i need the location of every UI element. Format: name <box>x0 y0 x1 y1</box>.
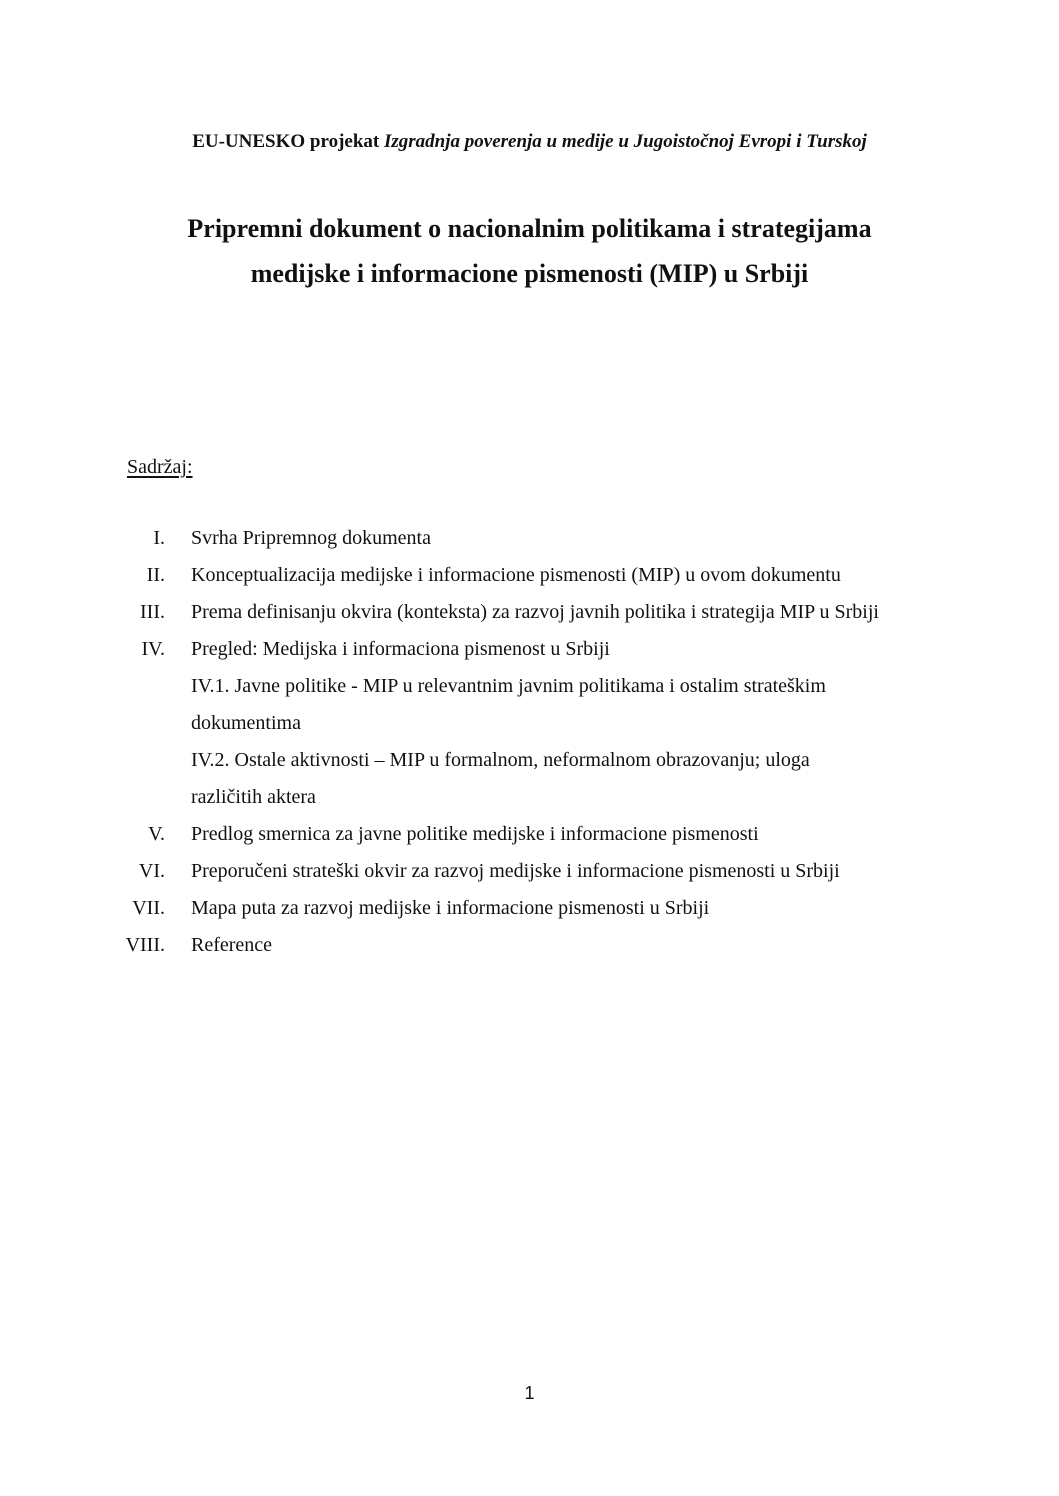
toc-item-number: VII. <box>132 897 165 919</box>
toc-item-number: VIII. <box>125 934 165 956</box>
toc-item-text: Konceptualizacija medijske i informacione pismenosti (MIP) u ovom dokumentu <box>191 564 841 586</box>
toc-subitem-continuation <box>0 783 1059 820</box>
toc-item-text: Mapa puta za razvoj medijske i informacione pismenosti u Srbiji <box>191 897 710 919</box>
toc-subitem-text: IV.2. Ostale aktivnosti – MIP u formalnom, neformalnom obrazovanju; uloga <box>191 749 810 771</box>
toc-item-text: Prema definisanju okvira (konteksta) za razvoj javnih politika i strategija MIP u Srbiji <box>191 601 879 623</box>
toc-subitem <box>0 746 1059 783</box>
toc-item <box>0 820 1059 857</box>
toc-heading: Sadržaj: <box>127 456 193 478</box>
document-title <box>0 206 1059 296</box>
toc-subitem-text: različitih aktera <box>191 786 316 808</box>
toc-subitem-text: dokumentima <box>191 712 301 734</box>
toc-item <box>0 857 1059 894</box>
toc-item-text: Pregled: Medijska i informaciona pismenost u Srbiji <box>191 638 610 660</box>
toc-item-number: VI. <box>138 860 165 882</box>
toc-item <box>0 598 1059 635</box>
toc-item-number: IV. <box>141 638 165 660</box>
toc-item-number: I. <box>153 527 165 549</box>
toc-subitem-text: IV.1. Javne politike - MIP u relevantnim javnim politikama i ostalim strateškim <box>191 675 826 697</box>
document-title-line-1: Pripremni dokument o nacionalnim politikama i strategijama <box>187 214 872 243</box>
toc-item-number: III. <box>140 601 165 623</box>
toc-item-text: Predlog smernica za javne politike medijske i informacione pismenosti <box>191 823 759 845</box>
table-of-contents <box>0 524 1059 968</box>
toc-item <box>0 524 1059 561</box>
project-line <box>0 131 1059 153</box>
project-title: Izgradnja poverenja u medije u Jugoistočnoj Evropi i Turskoj <box>383 131 867 152</box>
project-prefix: EU-UNESKO projekat <box>192 131 384 152</box>
page-number: 1 <box>524 1383 535 1403</box>
toc-item-number: II. <box>146 564 165 586</box>
toc-item-text: Preporučeni strateški okvir za razvoj medijske i informacione pismenosti u Srbiji <box>191 860 840 882</box>
toc-item <box>0 561 1059 598</box>
toc-item <box>0 931 1059 968</box>
toc-item-text: Svrha Pripremnog dokumenta <box>191 527 431 549</box>
toc-item-text: Reference <box>191 934 273 956</box>
toc-item <box>0 894 1059 931</box>
document-title-line-2: medijske i informacione pismenosti (MIP) u Srbiji <box>250 259 809 288</box>
toc-item-number: V. <box>148 823 165 845</box>
toc-item <box>0 635 1059 672</box>
toc-subitem-continuation <box>0 709 1059 746</box>
toc-subitem <box>0 672 1059 709</box>
